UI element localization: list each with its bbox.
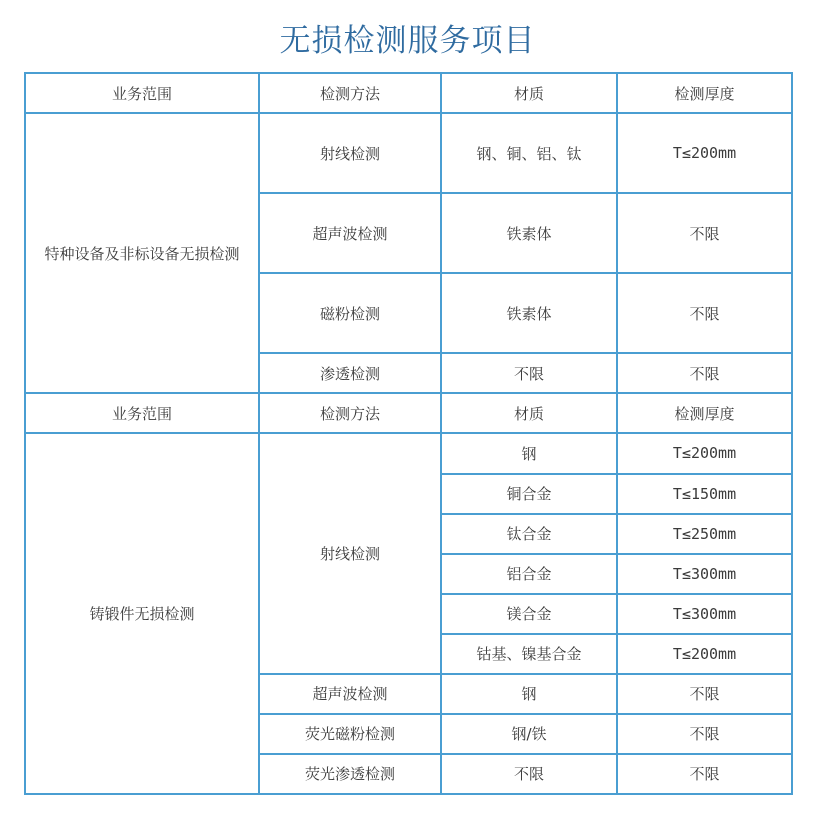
thickness-cell: T≤200mm [617,113,792,193]
table-header-row [25,393,792,433]
material-cell: 钴基、镍基合金 [441,634,617,674]
material-cell: 铁素体 [441,193,617,273]
material-cell: 钢 [441,674,617,714]
header-cell-method: 检测方法 [259,393,441,433]
thickness-cell: 不限 [617,714,792,754]
scope-cell: 铸锻件无损检测 [25,433,259,794]
material-cell: 钢、铜、铝、钛 [441,113,617,193]
header-cell-thickness: 检测厚度 [617,73,792,113]
thickness-cell: T≤150mm [617,474,792,514]
thickness-cell: T≤200mm [617,433,792,473]
header-cell-material: 材质 [441,393,617,433]
thickness-cell: 不限 [617,754,792,794]
method-cell: 射线检测 [259,113,441,193]
thickness-cell: 不限 [617,674,792,714]
thickness-cell: T≤300mm [617,594,792,634]
method-cell: 荧光磁粉检测 [259,714,441,754]
header-cell-method: 检测方法 [259,73,441,113]
thickness-cell: 不限 [617,193,792,273]
thickness-cell: T≤200mm [617,634,792,674]
method-cell: 磁粉检测 [259,273,441,353]
scope-cell: 特种设备及非标设备无损检测 [25,113,259,393]
thickness-cell: T≤300mm [617,554,792,594]
service-table [24,72,793,795]
material-cell: 铁素体 [441,273,617,353]
material-cell: 镁合金 [441,594,617,634]
material-cell: 钛合金 [441,514,617,554]
page-title: 无损检测服务项目 [279,23,536,59]
header-cell-scope: 业务范围 [25,73,259,113]
method-cell: 超声波检测 [259,674,441,714]
material-cell: 钢 [441,433,617,473]
material-cell: 不限 [441,353,617,393]
header-cell-thickness: 检测厚度 [617,393,792,433]
method-cell: 超声波检测 [259,193,441,273]
thickness-cell: T≤250mm [617,514,792,554]
method-cell: 渗透检测 [259,353,441,393]
material-cell: 钢/铁 [441,714,617,754]
material-cell: 铜合金 [441,474,617,514]
method-cell: 荧光渗透检测 [259,754,441,794]
table-row [25,113,792,193]
thickness-cell: 不限 [617,273,792,353]
material-cell: 铝合金 [441,554,617,594]
material-cell: 不限 [441,754,617,794]
table-header-row [25,73,792,113]
header-cell-material: 材质 [441,73,617,113]
method-cell: 射线检测 [259,433,441,673]
thickness-cell: 不限 [617,353,792,393]
table-row [25,433,792,473]
header-cell-scope: 业务范围 [25,393,259,433]
